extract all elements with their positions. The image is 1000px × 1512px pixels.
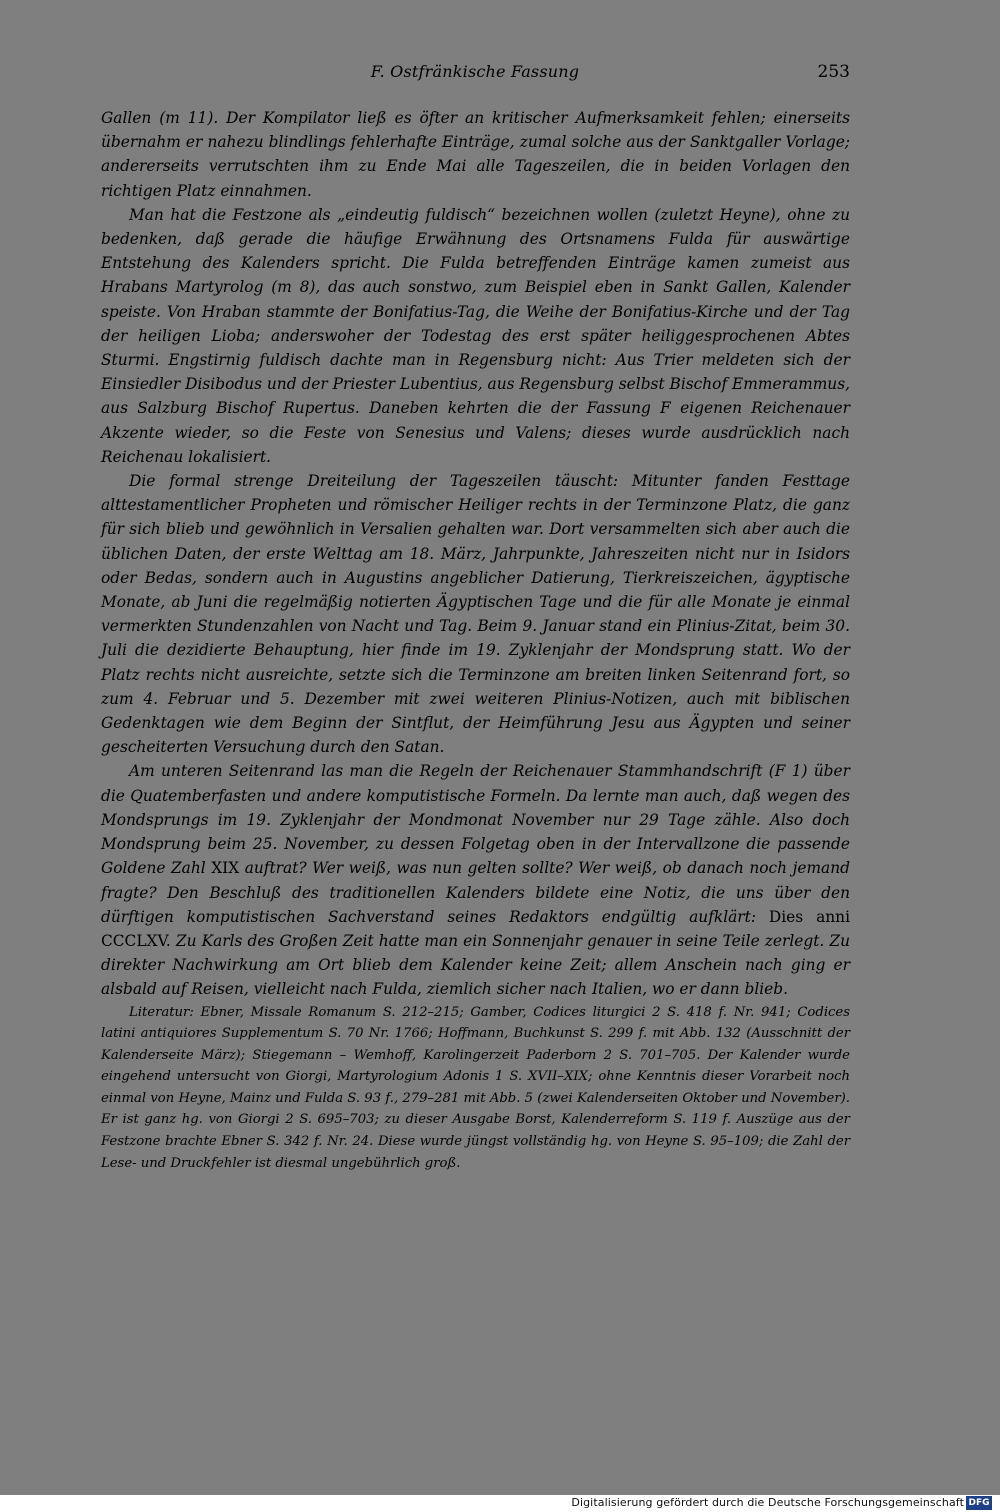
paragraph-4-text-c: Zu Karls des Großen Zeit hatte man ein Sonnenjahr genauer in seine Teile zerlegt. Zu direkter Nachwirkung am Ort blieb dem Kalender keine Zeit; allem Anschein nach ging er alsbald auf Reisen, vielleicht nach Fulda, ziemlich sicher nach Italien, wo er dann blieb. (101, 931, 850, 999)
paragraph-3: Die formal strenge Dreiteilung der Tageszeilen täuscht: Mitunter fanden Festtage alttestamentlicher Propheten und römischer Heiliger rechts in der Terminzone Platz, die ganz für sich blieb und gewöhnlich in Versalien gehalten war. Dort versammelten sich aber auch die üblichen Daten, der erste Welttag am 18. März, Jahrpunkte, Jahreszeiten nicht nur in Isidors oder Bedas, sondern auch in Augustins angeblicher Datierung, Tierkreiszeichen, ägyptische Monate, ab Juni die regelmäßig notierten Ägyptischen Tage und die für alle Monate je einmal vermerkten Stundenzahlen von Nacht und Tag. Beim 9. Januar stand ein Plinius-Zitat, beim 30. Juli die dezidierte Behauptung, hier finde im 19. Zyklenjahr der Mondsprung statt. Wo der Platz rechts nicht ausreichte, setzte sich die Terminzone am breiten linken Seitenrand fort, so zum 4. Februar und 5. Dezember mit zwei weiteren Plinius-Notizen, auch mit biblischen Gedenktagen wie dem Beginn der Sintflut, der Heimführung Jesu aus Ägypten und seiner gescheiterten Versuchung durch den Satan. (101, 472, 850, 757)
paragraph-4-text-b: auftrat? Wer weiß, was nun gelten sollte? Wer weiß, ob danach noch jemand fragte? Den Beschluß des traditionellen Kalenders bildete eine Notiz, die uns über den dürftigen komputistischen Sachverstand seines Redaktors endgültig aufklärt: (101, 859, 850, 926)
funding-credit: Digitalisierung gefördert durch die Deutsche Forschungsgemeinschaft (571, 1496, 964, 1509)
latin-quote: Dies anni CCCLXV. (101, 907, 850, 950)
literature-note: Literatur: Ebner, Missale Romanum S. 212–215; Gamber, Codices liturgici 2 S. 418 f. Nr. 941; Codices latini antiquiores Supplementum S. 70 Nr. 1766; Hoffmann, Buchkunst S. 299 f. mit Abb. 132 (Ausschnitt der Kalenderseite März); Stiegemann – Wemhoff, Karolingerzeit Paderborn 2 S. 701–705. Der Kalender wurde eingehend untersucht von Giorgi, Martyrologium Adonis 1 S. XVII–XIX; ohne Kenntnis dieser Vorarbeit noch einmal von Heyne, Mainz und Fulda S. 93 f., 279–281 mit Abb. 5 (zwei Kalenderseiten Oktober und November). Er ist ganz hg. von Giorgi 2 S. 695–703; zu dieser Ausgabe Borst, Kalenderreform S. 119 f. Auszüge aus der Festzone brachte Ebner S. 342 f. Nr. 24. Diese wurde jüngst vollständig hg. von Heyne S. 95–109; die Zahl der Lese- und Druckfehler ist diesmal ungebührlich groß. (101, 1004, 850, 1171)
body-text (101, 106, 850, 1174)
running-head (100, 62, 850, 88)
footer-bar (0, 1495, 1000, 1512)
golden-number: XIX (211, 859, 240, 878)
paragraph-4-text-a: Am unteren Seitenrand las man die Regeln der Reichenauer Stammhandschrift (F 1) über die Quatemberfasten und andere komputistische Formeln. Da lernte man auch, daß wegen des Mondsprungs im 19. Zyklenjahr der Mondmonat November nur 29 Tage zähle. Also doch Mondsprung beim 25. November, zu dessen Folgetag oben in der Intervallzone die passende Goldene Zahl (101, 762, 850, 878)
paragraph-4 (101, 759, 850, 1001)
running-head-title: F. Ostfränkische Fassung (370, 62, 580, 81)
paragraph-2: Man hat die Festzone als „eindeutig fuldisch“ bezeichnen wollen (zuletzt Heyne), ohne zu bedenken, daß gerade die häufige Erwähnung des Ortsnamens Fulda für auswärtige Entstehung des Kalenders spricht. Die Fulda betreffenden Einträge kamen zumeist aus Hrabans Martyrolog (m 8), das auch sonstwo, zum Beispiel eben in Sankt Gallen, Kalender speiste. Von Hraban stammte der Bonifatius-Tag, die Weihe der Bonifatius-Kirche und der Tag der heiligen Lioba; anderswoher der Todestag des erst später heiliggesprochenen Abtes Sturmi. Engstirnig fuldisch dachte man in Regensburg nicht: Aus Trier meldeten sich der Einsiedler Disibodus und der Priester Lubentius, aus Regensburg selbst Bischof Emmerammus, aus Salzburg Bischof Rupertus. Daneben kehrten die der Fassung F eigenen Reichenauer Akzente wieder, so die Feste von Senesius und Valens; dieses wurde ausdrücklich nach Reichenau lokalisiert. (101, 205, 850, 466)
page-number: 253 (817, 62, 850, 82)
dfg-logo: DFG (966, 1496, 992, 1510)
paragraph-1: Gallen (m 11). Der Kompilator ließ es öfter an kritischer Aufmerksamkeit fehlen; einerseits übernahm er nahezu blindlings fehlerhafte Einträge, zumal solche aus der Sanktgaller Vorlage; andererseits verrutschten ihm zu Ende Mai alle Tageszeilen, die in beiden Vorlagen den richtigen Platz einnahmen. (101, 109, 850, 200)
